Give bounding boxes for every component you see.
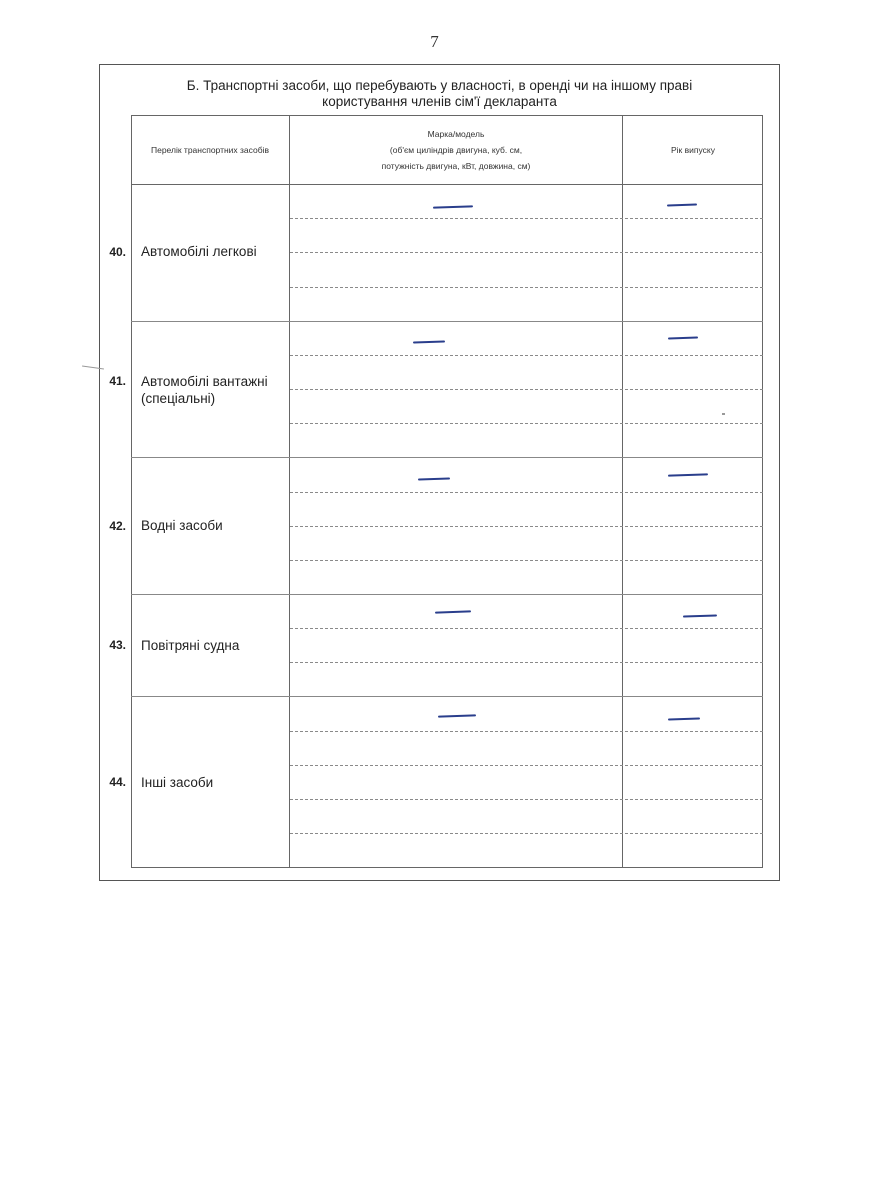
entry-line (290, 731, 763, 732)
header-make-model-line-3: потужність двигуна, кВт, довжина, см) (381, 161, 531, 171)
entry-line (290, 765, 763, 766)
row-label (141, 243, 286, 260)
header-bottom-border (131, 184, 763, 185)
row-label-line-1: Автомобілі вантажні (141, 374, 268, 389)
header-vehicle-list-text: Перелік транспортних засобів (150, 145, 270, 155)
entry-line (290, 287, 763, 288)
header-year (623, 115, 763, 185)
row-border (131, 457, 763, 458)
row-label (141, 774, 286, 791)
row-label (141, 517, 286, 534)
row-border (131, 321, 763, 322)
header-vehicle-list (131, 115, 289, 185)
row-label-line-1: Водні засоби (141, 518, 223, 533)
entry-line (290, 492, 763, 493)
row-label (141, 637, 286, 654)
scan-artifact (722, 413, 725, 415)
row-border (131, 696, 763, 697)
section-title (99, 78, 780, 110)
entry-line (290, 662, 763, 663)
entry-line (290, 252, 763, 253)
entry-line (290, 833, 763, 834)
row-number: 42. (109, 519, 126, 533)
row-number: 44. (109, 775, 126, 789)
header-make-model (290, 115, 622, 185)
entry-line (290, 355, 763, 356)
entry-line (290, 423, 763, 424)
row-number: 41. (109, 374, 126, 388)
section-title-line-1: Б. Транспортні засоби, що перебувають у власності, в оренді чи на іншому праві (186, 78, 693, 93)
header-make-model-line-1: Марка/модель (427, 129, 485, 139)
page-number: 7 (430, 32, 439, 51)
header-make-model-line-2: (об'єм циліндрів двигуна, куб. см, (389, 145, 523, 155)
row-number: 43. (109, 638, 126, 652)
entry-line (290, 799, 763, 800)
section-title-line-2: користування членів сім'ї декларанта (322, 94, 557, 109)
entry-line (290, 389, 763, 390)
row-label-line-1: Інші засоби (141, 775, 214, 790)
row-label-line-1: Автомобілі легкові (141, 244, 257, 259)
entry-line (290, 628, 763, 629)
entry-line (290, 218, 763, 219)
entry-line (290, 526, 763, 527)
header-year-text: Рік випуску (671, 145, 715, 155)
row-label-line-1: Повітряні судна (141, 638, 240, 653)
row-number: 40. (109, 245, 126, 259)
row-label-line-2: (спеціальні) (141, 391, 216, 406)
row-label (141, 373, 286, 407)
entry-line (290, 560, 763, 561)
row-border (131, 594, 763, 595)
